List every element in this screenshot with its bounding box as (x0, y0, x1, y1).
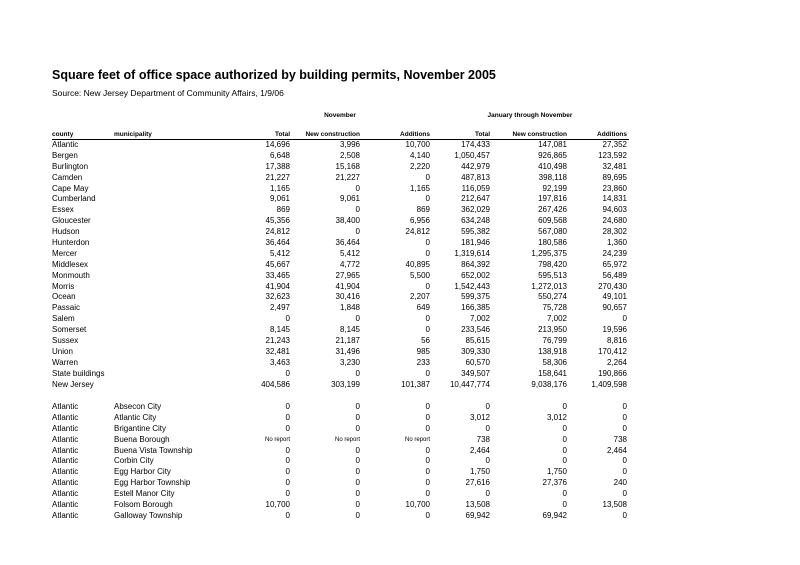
table-row (0, 238, 800, 249)
ytd-new-construction-cell: 0 (562, 456, 567, 466)
nov-total-cell: 0 (285, 314, 290, 324)
nov-total-cell: 17,388 (265, 161, 290, 171)
county-cell: Atlantic (52, 140, 79, 149)
ytd-new-construction-cell: 0 (562, 445, 567, 455)
county-cell: Camden (52, 172, 83, 182)
nov-new-construction-cell: 0 (355, 445, 360, 455)
nov-additions-cell: 0 (425, 248, 430, 258)
col-header-nov-total: Total (274, 131, 290, 138)
nov-additions-cell: 1,165 (409, 183, 430, 193)
nov-total-cell: 21,227 (265, 172, 290, 182)
ytd-additions-cell: 23,860 (602, 183, 627, 193)
nov-additions-cell: 0 (425, 510, 430, 520)
nov-additions-cell: 24,812 (405, 227, 430, 237)
municipality-cell: Estell Manor City (114, 489, 175, 499)
nov-total-cell: 8,145 (269, 325, 290, 335)
nov-total-cell: 45,667 (265, 259, 290, 269)
nov-total-cell: 32,481 (265, 346, 290, 356)
nov-total-cell: 14,696 (265, 140, 290, 149)
nov-total-cell: No report (264, 436, 290, 443)
nov-additions-cell: 0 (425, 467, 430, 477)
nov-total-cell: 0 (285, 510, 290, 520)
nov-additions-cell: 10,700 (405, 500, 430, 509)
table-row (0, 380, 800, 391)
ytd-new-construction-cell: 213,950 (538, 325, 567, 335)
ytd-additions-cell: 2,264 (606, 357, 627, 367)
ytd-new-construction-cell: 0 (562, 423, 567, 433)
table-row (0, 435, 800, 446)
county-cell: Middlesex (52, 259, 89, 269)
ytd-total-cell: 362,029 (461, 205, 490, 215)
nov-new-construction-cell: 0 (355, 227, 360, 237)
nov-new-construction-cell: 9,061 (339, 194, 360, 204)
county-cell: New Jersey (52, 379, 94, 389)
county-cell: Cape May (52, 183, 89, 193)
ytd-total-cell: 634,248 (461, 216, 490, 226)
nov-total-cell: 0 (285, 467, 290, 477)
county-cell: Mercer (52, 248, 77, 258)
ytd-additions-cell: 19,596 (602, 325, 627, 335)
ytd-new-construction-cell: 7,002 (546, 314, 567, 324)
table-row (0, 205, 800, 216)
ytd-new-construction-cell: 158,641 (538, 368, 567, 378)
group-header-november: November (324, 112, 356, 119)
ytd-new-construction-cell: 609,568 (538, 216, 567, 226)
section-gap (0, 390, 800, 402)
ytd-new-construction-cell: 798,420 (538, 259, 567, 269)
municipality-cell: Egg Harbor City (114, 467, 171, 477)
ytd-additions-cell: 27,352 (602, 140, 627, 149)
ytd-new-construction-cell: 0 (562, 401, 567, 411)
nov-total-cell: 404,586 (261, 379, 290, 389)
municipality-cell: Brigantine City (114, 423, 167, 433)
ytd-total-cell: 738 (476, 434, 490, 444)
ytd-total-cell: 1,750 (469, 467, 490, 477)
ytd-total-cell: 599,375 (461, 292, 490, 302)
county-cell: Atlantic (52, 434, 79, 444)
ytd-total-cell: 1,319,614 (454, 248, 490, 258)
ytd-total-cell: 69,942 (465, 510, 490, 520)
ytd-total-cell: 166,385 (461, 303, 490, 313)
county-cell: State buildings (52, 368, 105, 378)
nov-additions-cell: 2,207 (409, 292, 430, 302)
ytd-new-construction-cell: 147,081 (538, 140, 567, 149)
nov-total-cell: 0 (285, 478, 290, 488)
table-row (0, 500, 800, 511)
nov-new-construction-cell: 0 (355, 368, 360, 378)
nov-total-cell: 10,700 (265, 500, 290, 509)
ytd-new-construction-cell: 138,918 (538, 346, 567, 356)
nov-total-cell: 5,412 (269, 248, 290, 258)
county-cell: Monmouth (52, 270, 90, 280)
ytd-new-construction-cell: 0 (562, 489, 567, 499)
ytd-additions-cell: 90,657 (602, 303, 627, 313)
table-row (0, 347, 800, 358)
nov-new-construction-cell: 303,199 (331, 379, 360, 389)
ytd-new-construction-cell: 197,816 (538, 194, 567, 204)
county-cell: Sussex (52, 336, 79, 346)
ytd-new-construction-cell: 1,750 (546, 467, 567, 477)
col-header-ytd-total: Total (474, 131, 490, 138)
ytd-total-cell: 181,946 (461, 238, 490, 248)
table-row (0, 424, 800, 435)
nov-new-construction-cell: 0 (355, 423, 360, 433)
ytd-total-cell: 0 (485, 489, 490, 499)
county-cell: Atlantic (52, 456, 79, 466)
table-row (0, 162, 800, 173)
municipality-cell: Egg Harbor Township (114, 478, 191, 488)
ytd-additions-cell: 14,831 (602, 194, 627, 204)
county-cell: Hudson (52, 227, 80, 237)
county-cell: Bergen (52, 150, 78, 160)
nov-total-cell: 36,464 (265, 238, 290, 248)
county-cell: Passaic (52, 303, 81, 313)
ytd-total-cell: 864,392 (461, 259, 490, 269)
table-row (0, 260, 800, 271)
municipality-cell: Folsom Borough (114, 500, 173, 509)
ytd-additions-cell: 1,360 (606, 238, 627, 248)
nov-additions-cell: 0 (425, 281, 430, 291)
nov-total-cell: 3,463 (269, 357, 290, 367)
nov-additions-cell: 4,140 (409, 150, 430, 160)
ytd-new-construction-cell: 9,038,176 (531, 379, 567, 389)
municipality-cell: Buena Borough (114, 434, 170, 444)
nov-additions-cell: 0 (425, 172, 430, 182)
table-row (0, 489, 800, 500)
nov-additions-cell: 869 (416, 205, 430, 215)
municipality-cell: Galloway Township (114, 510, 183, 520)
county-cell: Atlantic (52, 467, 79, 477)
col-header-ytd-new-construction: New construction (512, 131, 567, 138)
nov-additions-cell: 10,700 (405, 140, 430, 149)
nov-additions-cell: 0 (425, 238, 430, 248)
county-cell: Cumberland (52, 194, 96, 204)
table-row (0, 456, 800, 467)
county-cell: Atlantic (52, 423, 79, 433)
county-cell: Atlantic (52, 500, 79, 509)
nov-new-construction-cell: 3,996 (339, 140, 360, 149)
nov-additions-cell: 0 (425, 401, 430, 411)
nov-total-cell: 9,061 (269, 194, 290, 204)
ytd-additions-cell: 13,508 (602, 500, 627, 509)
ytd-new-construction-cell: 567,080 (538, 227, 567, 237)
municipality-cell: Buena Vista Township (114, 445, 193, 455)
county-cell: Salem (52, 314, 75, 324)
ytd-new-construction-cell: 58,306 (542, 357, 567, 367)
ytd-additions-cell: 170,412 (598, 346, 627, 356)
ytd-new-construction-cell: 0 (562, 434, 567, 444)
ytd-additions-cell: 32,481 (602, 161, 627, 171)
ytd-new-construction-cell: 1,272,013 (531, 281, 567, 291)
nov-new-construction-cell: 1,848 (339, 303, 360, 313)
col-header-nov-new-construction: New construction (305, 131, 360, 138)
ytd-total-cell: 349,507 (461, 368, 490, 378)
nov-new-construction-cell: 8,145 (339, 325, 360, 335)
nov-additions-cell: 56 (421, 336, 430, 346)
nov-total-cell: 2,497 (269, 303, 290, 313)
ytd-new-construction-cell: 27,376 (542, 478, 567, 488)
nov-new-construction-cell: 0 (355, 500, 360, 509)
county-cell: Atlantic (52, 445, 79, 455)
table-row (0, 303, 800, 314)
nov-new-construction-cell: 15,168 (335, 161, 360, 171)
county-cell: Atlantic (52, 412, 79, 422)
county-cell: Atlantic (52, 401, 79, 411)
nov-additions-cell: 0 (425, 489, 430, 499)
nov-additions-cell: No report (404, 436, 430, 443)
county-cell: Burlington (52, 161, 89, 171)
county-cell: Atlantic (52, 478, 79, 488)
ytd-total-cell: 2,464 (469, 445, 490, 455)
nov-new-construction-cell: 0 (355, 205, 360, 215)
nov-additions-cell: 2,220 (409, 161, 430, 171)
ytd-new-construction-cell: 926,865 (538, 150, 567, 160)
nov-total-cell: 0 (285, 489, 290, 499)
table-row (0, 511, 800, 522)
ytd-new-construction-cell: 267,426 (538, 205, 567, 215)
ytd-new-construction-cell: 92,199 (542, 183, 567, 193)
ytd-additions-cell: 0 (622, 456, 627, 466)
table-header (0, 130, 800, 139)
county-cell: Somerset (52, 325, 87, 335)
county-cell: Atlantic (52, 510, 79, 520)
report-source: Source: New Jersey Department of Community Affairs, 1/9/06 (52, 88, 284, 98)
nov-total-cell: 41,904 (265, 281, 290, 291)
table-row (0, 184, 800, 195)
ytd-new-construction-cell: 550,274 (538, 292, 567, 302)
county-cell: Hunterdon (52, 238, 90, 248)
nov-additions-cell: 233 (416, 357, 430, 367)
table-row (0, 402, 800, 413)
ytd-additions-cell: 49,101 (602, 292, 627, 302)
nov-new-construction-cell: 0 (355, 467, 360, 477)
ytd-total-cell: 487,813 (461, 172, 490, 182)
nov-additions-cell: 0 (425, 478, 430, 488)
ytd-new-construction-cell: 410,498 (538, 161, 567, 171)
nov-additions-cell: 40,895 (405, 259, 430, 269)
table-row (0, 292, 800, 303)
ytd-additions-cell: 190,866 (598, 368, 627, 378)
nov-total-cell: 0 (285, 401, 290, 411)
nov-new-construction-cell: 4,772 (339, 259, 360, 269)
ytd-additions-cell: 0 (622, 401, 627, 411)
municipality-cell: Corbin City (114, 456, 154, 466)
nov-new-construction-cell: 27,965 (335, 270, 360, 280)
table-row (0, 249, 800, 260)
ytd-additions-cell: 56,489 (602, 270, 627, 280)
table-row (0, 336, 800, 347)
ytd-total-cell: 0 (485, 456, 490, 466)
ytd-new-construction-cell: 595,513 (538, 270, 567, 280)
municipality-cell: Atlantic City (114, 412, 157, 422)
table-row (0, 478, 800, 489)
county-cell: Gloucester (52, 216, 91, 226)
ytd-total-cell: 7,002 (469, 314, 490, 324)
nov-total-cell: 33,465 (265, 270, 290, 280)
nov-additions-cell: 0 (425, 412, 430, 422)
ytd-additions-cell: 0 (622, 314, 627, 324)
county-cell: Atlantic (52, 489, 79, 499)
nov-new-construction-cell: 30,416 (335, 292, 360, 302)
group-header-ytd: January through November (487, 112, 573, 119)
nov-total-cell: 0 (285, 445, 290, 455)
col-header-nov-additions: Additions (400, 131, 430, 138)
ytd-additions-cell: 28,302 (602, 227, 627, 237)
table-row (0, 140, 800, 151)
table-row (0, 173, 800, 184)
table-row (0, 467, 800, 478)
ytd-total-cell: 0 (485, 423, 490, 433)
nov-total-cell: 1,165 (269, 183, 290, 193)
nov-new-construction-cell: No report (334, 436, 360, 443)
col-header-ytd-additions: Additions (597, 131, 627, 138)
ytd-total-cell: 1,542,443 (454, 281, 490, 291)
ytd-total-cell: 652,002 (461, 270, 490, 280)
nov-new-construction-cell: 21,187 (335, 336, 360, 346)
col-header-county: county (52, 131, 74, 138)
nov-new-construction-cell: 41,904 (335, 281, 360, 291)
nov-additions-cell: 649 (416, 303, 430, 313)
ytd-additions-cell: 94,603 (602, 205, 627, 215)
table-body (0, 140, 800, 522)
ytd-new-construction-cell: 3,012 (546, 412, 567, 422)
ytd-additions-cell: 8,816 (606, 336, 627, 346)
ytd-total-cell: 212,647 (461, 194, 490, 204)
ytd-total-cell: 10,447,774 (449, 379, 490, 389)
table-row (0, 413, 800, 424)
nov-total-cell: 24,812 (265, 227, 290, 237)
county-cell: Ocean (52, 292, 76, 302)
nov-additions-cell: 5,500 (409, 270, 430, 280)
ytd-additions-cell: 0 (622, 423, 627, 433)
nov-new-construction-cell: 36,464 (335, 238, 360, 248)
nov-new-construction-cell: 0 (355, 412, 360, 422)
nov-new-construction-cell: 38,400 (335, 216, 360, 226)
ytd-additions-cell: 738 (613, 434, 627, 444)
ytd-total-cell: 595,382 (461, 227, 490, 237)
ytd-additions-cell: 65,972 (602, 259, 627, 269)
nov-new-construction-cell: 5,412 (339, 248, 360, 258)
ytd-total-cell: 1,050,457 (454, 150, 490, 160)
nov-new-construction-cell: 0 (355, 489, 360, 499)
col-header-municipality: municipality (114, 131, 152, 138)
nov-new-construction-cell: 0 (355, 183, 360, 193)
nov-new-construction-cell: 31,496 (335, 346, 360, 356)
county-cell: Warren (52, 357, 78, 367)
nov-additions-cell: 0 (425, 423, 430, 433)
nov-new-construction-cell: 0 (355, 478, 360, 488)
nov-additions-cell: 0 (425, 325, 430, 335)
table-row (0, 227, 800, 238)
table-row (0, 282, 800, 293)
nov-additions-cell: 0 (425, 314, 430, 324)
ytd-additions-cell: 0 (622, 467, 627, 477)
ytd-total-cell: 442,979 (461, 161, 490, 171)
ytd-additions-cell: 0 (622, 510, 627, 520)
nov-new-construction-cell: 3,230 (339, 357, 360, 367)
nov-new-construction-cell: 0 (355, 314, 360, 324)
county-cell: Morris (52, 281, 75, 291)
ytd-total-cell: 3,012 (469, 412, 490, 422)
ytd-new-construction-cell: 0 (562, 500, 567, 509)
table-row (0, 151, 800, 162)
nov-new-construction-cell: 2,508 (339, 150, 360, 160)
table-row (0, 325, 800, 336)
ytd-additions-cell: 89,695 (602, 172, 627, 182)
nov-additions-cell: 0 (425, 368, 430, 378)
ytd-additions-cell: 240 (613, 478, 627, 488)
nov-total-cell: 0 (285, 368, 290, 378)
ytd-total-cell: 309,330 (461, 346, 490, 356)
nov-new-construction-cell: 21,227 (335, 172, 360, 182)
ytd-additions-cell: 2,464 (606, 445, 627, 455)
nov-additions-cell: 101,387 (401, 379, 430, 389)
ytd-total-cell: 233,546 (461, 325, 490, 335)
ytd-total-cell: 0 (485, 401, 490, 411)
ytd-new-construction-cell: 69,942 (542, 510, 567, 520)
nov-total-cell: 45,356 (265, 216, 290, 226)
table-row (0, 271, 800, 282)
table-row (0, 369, 800, 380)
nov-new-construction-cell: 0 (355, 401, 360, 411)
nov-additions-cell: 0 (425, 194, 430, 204)
nov-additions-cell: 6,956 (409, 216, 430, 226)
ytd-new-construction-cell: 1,295,375 (531, 248, 567, 258)
nov-total-cell: 0 (285, 423, 290, 433)
ytd-new-construction-cell: 398,118 (538, 172, 567, 182)
ytd-additions-cell: 0 (622, 489, 627, 499)
ytd-total-cell: 60,570 (465, 357, 490, 367)
ytd-total-cell: 85,615 (465, 336, 490, 346)
ytd-additions-cell: 123,592 (598, 150, 627, 160)
nov-additions-cell: 0 (425, 456, 430, 466)
nov-new-construction-cell: 0 (355, 456, 360, 466)
ytd-additions-cell: 24,239 (602, 248, 627, 258)
nov-total-cell: 21,243 (265, 336, 290, 346)
table-row (0, 358, 800, 369)
table-row (0, 194, 800, 205)
ytd-new-construction-cell: 180,586 (538, 238, 567, 248)
ytd-additions-cell: 24,680 (602, 216, 627, 226)
ytd-total-cell: 27,616 (465, 478, 490, 488)
county-cell: Union (52, 346, 73, 356)
table-row (0, 446, 800, 457)
ytd-additions-cell: 0 (622, 412, 627, 422)
ytd-new-construction-cell: 76,799 (542, 336, 567, 346)
nov-total-cell: 869 (276, 205, 290, 215)
nov-total-cell: 0 (285, 412, 290, 422)
ytd-total-cell: 174,433 (461, 140, 490, 149)
nov-total-cell: 6,648 (269, 150, 290, 160)
table-row (0, 216, 800, 227)
nov-new-construction-cell: 0 (355, 510, 360, 520)
table-row (0, 314, 800, 325)
county-cell: Essex (52, 205, 74, 215)
nov-additions-cell: 985 (416, 346, 430, 356)
ytd-additions-cell: 270,430 (598, 281, 627, 291)
nov-additions-cell: 0 (425, 445, 430, 455)
ytd-total-cell: 13,508 (465, 500, 490, 509)
nov-total-cell: 32,623 (265, 292, 290, 302)
municipality-cell: Absecon City (114, 401, 162, 411)
ytd-new-construction-cell: 75,728 (542, 303, 567, 313)
ytd-total-cell: 116,059 (461, 183, 490, 193)
ytd-additions-cell: 1,409,598 (591, 379, 627, 389)
nov-total-cell: 0 (285, 456, 290, 466)
report-title: Square feet of office space authorized by building permits, November 2005 (52, 68, 496, 82)
